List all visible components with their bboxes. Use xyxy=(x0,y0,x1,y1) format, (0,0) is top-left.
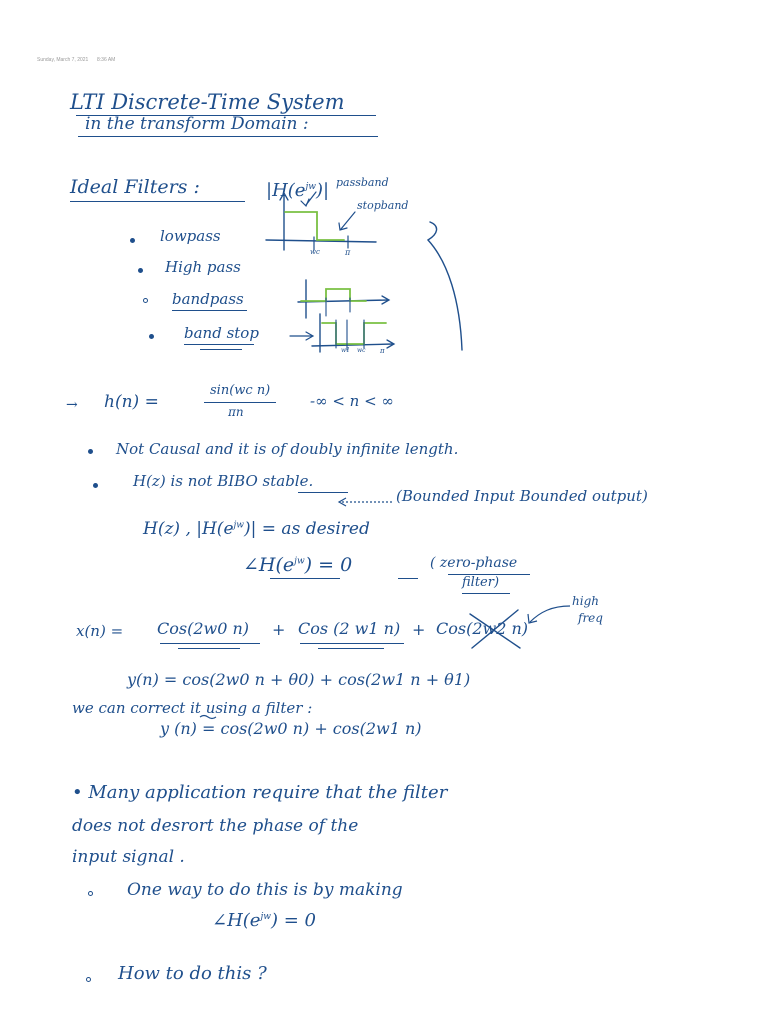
stopband-arrow xyxy=(341,212,355,229)
impulse-numerator: sin(wc n) xyxy=(210,383,271,398)
bandstop-response xyxy=(322,323,386,344)
axis-w1: w1 xyxy=(341,347,350,354)
filter-word: filter) xyxy=(462,575,500,590)
impulse-denominator: πn xyxy=(228,405,244,419)
note-date: Sunday, March 7, 2021 xyxy=(37,57,89,63)
ideal-filters-heading: Ideal Filters : xyxy=(70,176,200,198)
high-freq-arrow xyxy=(530,606,570,622)
title-line-1: LTI Discrete-Time System xyxy=(70,90,345,114)
hz-magnitude: H(z) , $|H(e^{jw})|$ = as desired xyxy=(143,519,370,539)
phase-note-line-4: One way to do this is by making xyxy=(127,880,403,900)
x-term-3: Cos(2w2 n) xyxy=(436,619,529,638)
crossout-mark xyxy=(470,610,520,648)
item-lowpass: lowpass xyxy=(160,227,221,245)
high-freq-label: high xyxy=(572,594,599,608)
item-bandstop: band stop xyxy=(184,324,259,342)
filter-brace xyxy=(428,222,462,350)
lowpass-sketch xyxy=(266,192,376,250)
phase-note-line-1: • Many application require that the filter xyxy=(72,782,448,803)
x-lhs: x(n) = xyxy=(76,622,124,640)
impulse-arrow: → xyxy=(66,397,78,413)
phase-note-line-6: How to do this ? xyxy=(118,963,267,984)
axis-pi-2: π xyxy=(380,347,385,355)
x-term-1: Cos(2w0 n) xyxy=(157,619,250,638)
phase-note-line-3: input signal . xyxy=(72,847,185,867)
phase-note-equation: $\angle H(e^{jw}) = 0$ xyxy=(212,910,316,931)
note-not-bibo: H(z) is not BIBO stable. xyxy=(133,472,314,490)
bandpass-response xyxy=(301,289,366,301)
high-freq-label-2: freq xyxy=(578,611,603,625)
axis-pi: π xyxy=(345,248,351,257)
item-bandpass: bandpass xyxy=(172,290,244,308)
correct-note: we can correct it using a filter : xyxy=(72,699,313,717)
note-not-causal: Not Causal and it is of doubly infinite length. xyxy=(116,440,459,458)
x-plus-2: + xyxy=(412,620,426,639)
x-term-2: Cos (2 w1 n) xyxy=(298,619,401,638)
axis-w2: wc xyxy=(357,347,366,354)
impulse-lhs: h(n) = xyxy=(104,392,159,412)
y-tilde-mark xyxy=(200,716,216,719)
y-corrected: y (n) = cos(2w0 n) + cos(2w1 n) xyxy=(160,719,422,738)
x-plus-1: + xyxy=(272,620,286,639)
item-highpass: High pass xyxy=(165,258,241,276)
impulse-range: -∞ < n < ∞ xyxy=(310,392,394,410)
response-label: $|H(e^{jw})|$ xyxy=(266,180,330,201)
phase-note-line-2: does not desrort the phase of the xyxy=(72,816,359,836)
phase-equation: $\angle H(e^{jw}) = 0$ xyxy=(243,554,353,576)
bandstop-sketch xyxy=(290,314,394,352)
title-line-2: in the transform Domain : xyxy=(85,114,309,134)
lowpass-response xyxy=(285,212,344,240)
bandpass-sketch xyxy=(298,280,389,318)
axis-wc: wc xyxy=(310,248,320,256)
zero-phase-label: ( zero-phase xyxy=(430,555,518,571)
bibo-expansion: (Bounded Input Bounded output) xyxy=(396,487,648,505)
note-time: 8:36 AM xyxy=(97,57,116,63)
y-equation: y(n) = cos(2w0 n + θ0) + cos(2w1 n + θ1) xyxy=(127,670,471,689)
stopband-label: stopband xyxy=(357,199,409,212)
passband-label: passband xyxy=(336,176,389,189)
